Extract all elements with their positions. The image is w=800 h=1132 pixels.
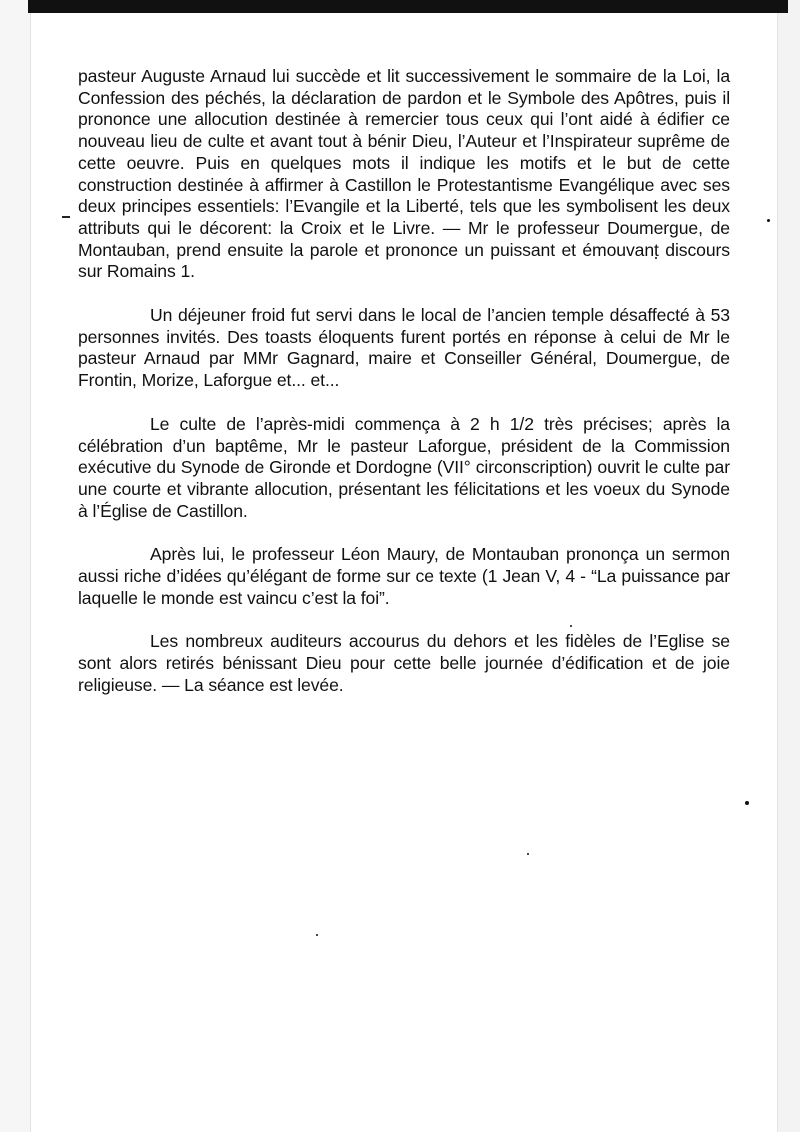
- scan-speck: [767, 219, 770, 222]
- scan-mark: [62, 216, 70, 218]
- paragraph-1: pasteur Auguste Arnaud lui succède et lit successivement le sommaire de la Loi, la Confession des péchés, la déclaration de pardon et le Symbole des Apôtres, puis il prononce une allocution destinée à remercier tous ceux qui l’ont aidé à édifier ce nouveau lieu de culte et avant tout à bénir Dieu, l’Auteur et l’Inspirateur suprême de cette oeuvre. Puis en quelques mots il indique les motifs et le but de cette construction destinée à affirmer à Castillon le Protestantisme Evangélique avec ses deux principes essentiels: l’Evangile et la Liberté, tels que les symbolisent les deux attributs qui le décorent: la Croix et le Livre. — Mr le professeur Doumergue, de Montauban, prend ensuite la parole et prononce un puissant et émouvant discours sur Romains 1.: [78, 66, 730, 282]
- scan-top-border: [28, 0, 788, 13]
- paragraph-4: Après lui, le professeur Léon Maury, de Montauban prononça un sermon aussi riche d’idées qu’élégant de forme sur ce texte (1 Jean V, 4 - “La puissance par laquelle le monde est vaincu c’est la foi”.: [78, 544, 730, 608]
- scan-speck: [745, 801, 749, 805]
- scan-speck: [316, 934, 318, 936]
- paragraph-2: Un déjeuner froid fut servi dans le local de l’ancien temple désaffecté à 53 personnes invités. Des toasts éloquents furent portés en réponse à celui de Mr le pasteur Arnaud par MMr Gagnard, maire et Conseiller Général, Doumergue, de Frontin, Morize, Laforgue et... et...: [78, 305, 730, 391]
- scan-right-margin: [777, 0, 800, 1132]
- paragraph-5: Les nombreux auditeurs accourus du dehors et les fidèles de l’Eglise se sont alors retirés bénissant Dieu pour cette belle journée d’édification et de joie religieuse. — La séance est levée.: [78, 631, 730, 695]
- scan-speck: [527, 853, 529, 855]
- document-body: [78, 66, 730, 697]
- scan-left-margin: [0, 0, 31, 1132]
- paragraph-3: Le culte de l’après-midi commença à 2 h 1/2 très précises; après la célébration d’un baptême, Mr le pasteur Laforgue, président de la Commission exécutive du Synode de Gironde et Dordogne (VII° circonscription) ouvrit le culte par une courte et vibrante allocution, présentant les félicitations et les voeux du Synode à l’Église de Castillon.: [78, 413, 730, 521]
